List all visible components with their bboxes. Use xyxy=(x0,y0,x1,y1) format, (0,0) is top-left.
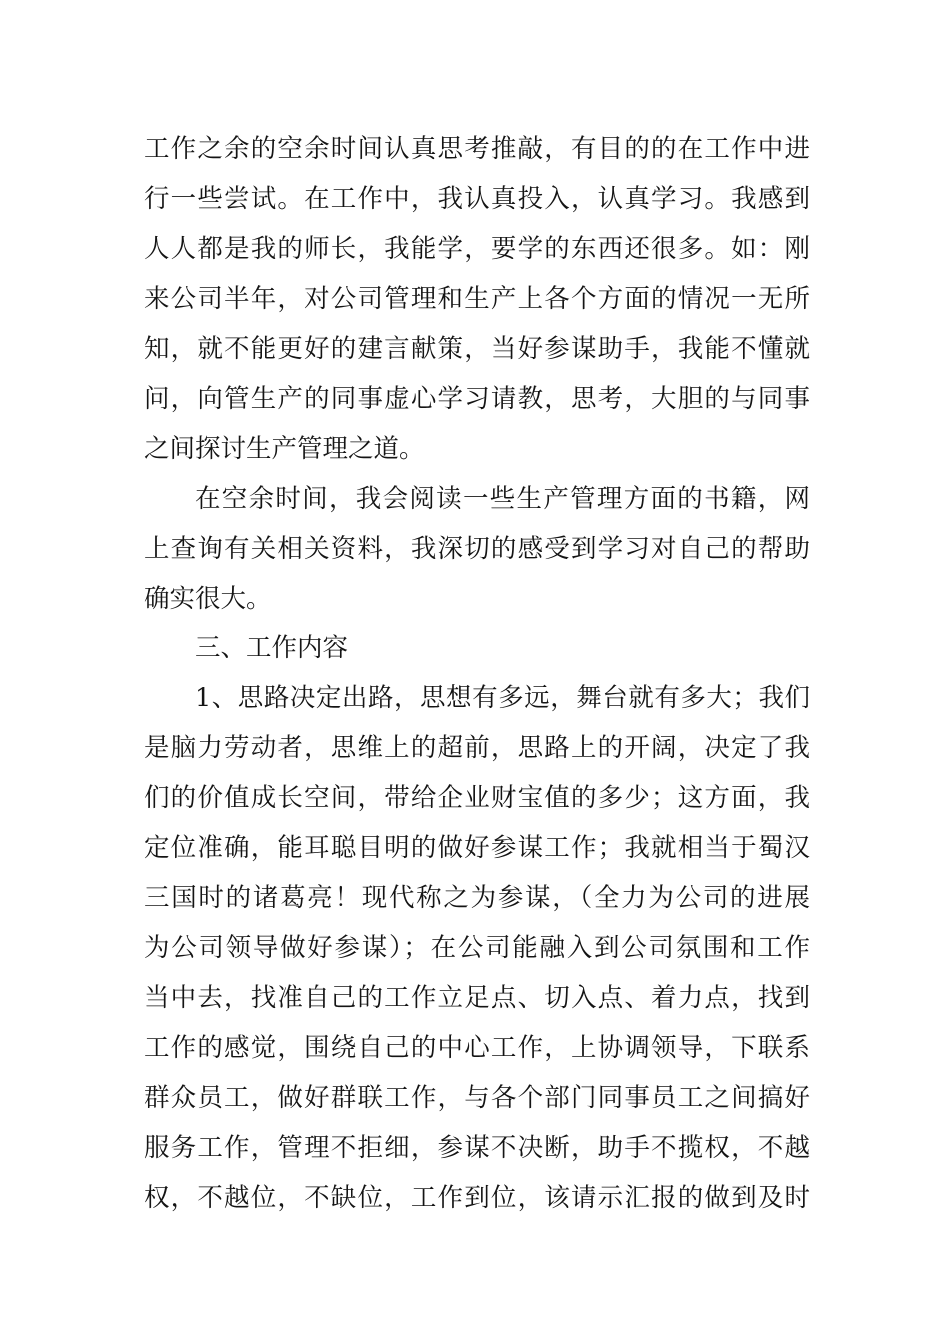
text-line: 是脑力劳动者，思维上的超前，思路上的开阔，决定了我 xyxy=(144,733,810,763)
section-heading: 三、工作内容 xyxy=(195,633,349,663)
text-line: 定位准确，能耳聪目明的做好参谋工作；我就相当于蜀汉 xyxy=(144,833,810,863)
text-line: 知，就不能更好的建言献策，当好参谋助手，我能不懂就 xyxy=(144,334,810,364)
text-line: 人人都是我的师长，我能学，要学的东西还很多。如：刚 xyxy=(144,234,810,264)
text-line: 上查询有关相关资料，我深切的感受到学习对自己的帮助 xyxy=(144,534,810,564)
text-line: 服务工作，管理不拒细，参谋不决断，助手不揽权，不越 xyxy=(144,1133,810,1163)
text-line: 来公司半年，对公司管理和生产上各个方面的情况一无所 xyxy=(144,284,810,314)
paragraph-first-line: 在空余时间，我会阅读一些生产管理方面的书籍，网 xyxy=(195,484,810,514)
text-line: 确实很大。 xyxy=(144,584,272,614)
paragraph-first-line: 1、思路决定出路，思想有多远，舞台就有多大；我们 xyxy=(195,683,810,713)
text-line: 工作的感觉，围绕自己的中心工作，上协调领导，下联系 xyxy=(144,1033,810,1063)
text-line: 行一些尝试。在工作中，我认真投入，认真学习。我感到 xyxy=(144,184,810,214)
text-line: 为公司领导做好参谋）；在公司能融入到公司氛围和工作 xyxy=(144,933,810,963)
text-line: 权，不越位，不缺位，工作到位，该请示汇报的做到及时 xyxy=(144,1183,810,1213)
text-line: 当中去，找准自己的工作立足点、切入点、着力点，找到 xyxy=(144,983,810,1013)
text-line: 群众员工，做好群联工作，与各个部门同事员工之间搞好 xyxy=(144,1083,810,1113)
text-line: 之间探讨生产管理之道。 xyxy=(144,434,425,464)
text-line: 三国时的诸葛亮！现代称之为参谋，（全力为公司的进展 xyxy=(144,883,810,913)
text-line: 问，向管生产的同事虚心学习请教，思考，大胆的与同事 xyxy=(144,384,810,414)
text-line: 们的价值成长空间，带给企业财宝值的多少；这方面，我 xyxy=(144,783,810,813)
text-line: 工作之余的空余时间认真思考推敲，有目的的在工作中进 xyxy=(144,134,810,164)
